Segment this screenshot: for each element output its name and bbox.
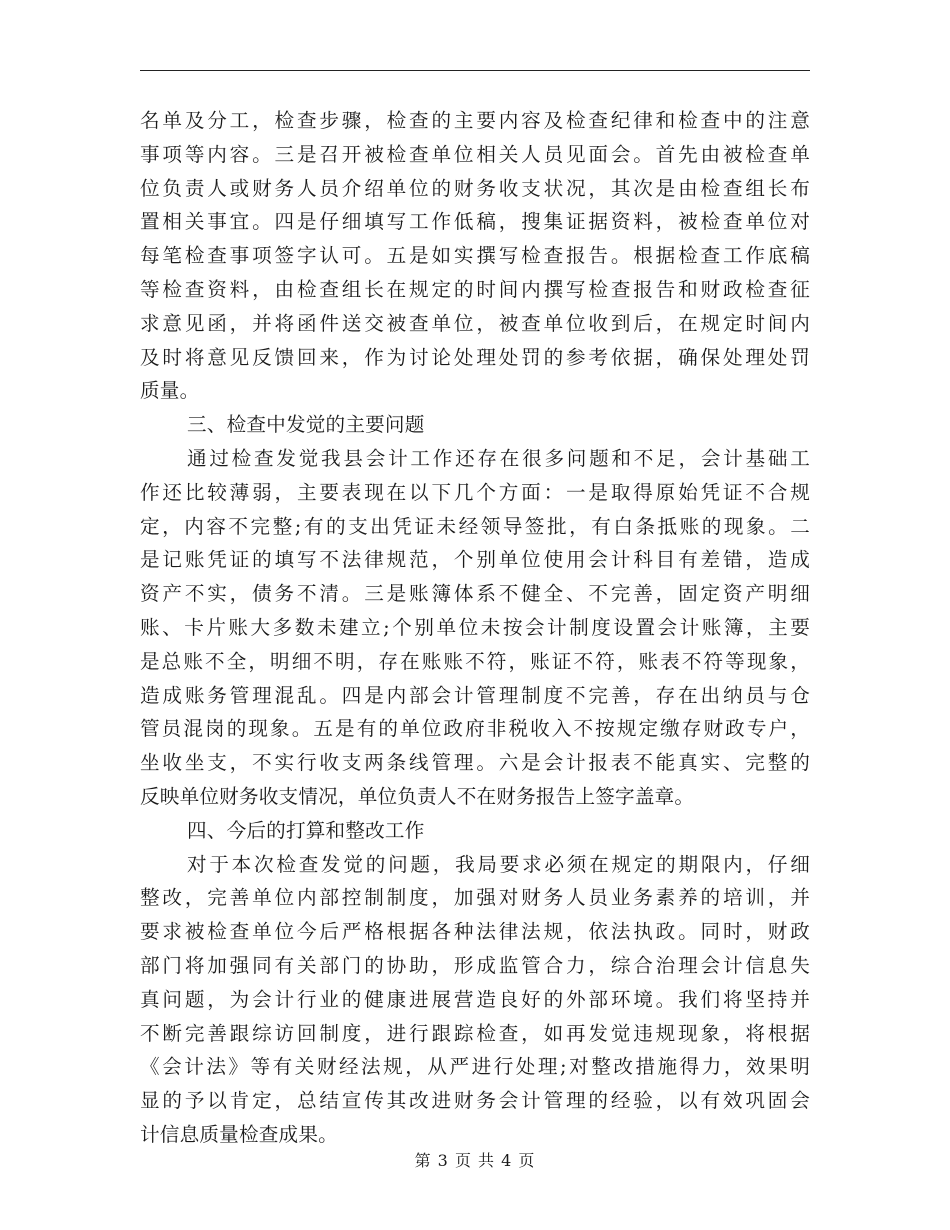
text-line: 等检查资料，由检查组长在规定的时间内撰写检查报告和财政检查征 (140, 277, 810, 301)
page-footer: 第 3 页 共 4 页 (414, 1151, 536, 1170)
text-line: 通过检查发觉我县会计工作还存在很多问题和不足，会计基础工 (187, 446, 810, 470)
text-line: 求意见函，并将函件送交被查单位，被查单位收到后，在规定时间内 (140, 311, 810, 335)
text-line: 要求被检查单位今后严格根据各种法律法规，依法执政。同时，财政 (140, 920, 810, 944)
document-body (140, 104, 810, 1152)
text-line: 作还比较薄弱，主要表现在以下几个方面：一是取得原始凭证不合规 (140, 480, 810, 504)
text-line: 事项等内容。三是召开被检查单位相关人员见面会。首先由被检查单 (140, 142, 810, 166)
text-line: 三、检查中发觉的主要问题 (187, 413, 425, 437)
text-line: 及时将意见反馈回来，作为讨论处理处罚的参考依据，确保处理处罚 (140, 345, 810, 369)
text-line: 对于本次检查发觉的问题，我局要求必须在规定的期限内，仔细 (187, 852, 810, 876)
text-line: 每笔检查事项签字认可。五是如实撰写检查报告。根据检查工作底稿 (140, 244, 810, 268)
text-line: 资产不实，债务不清。三是账簿体系不健全、不完善，固定资产明细 (140, 582, 810, 606)
text-line: 《会计法》等有关财经法规，从严进行处理;对整改措施得力，效果明 (140, 1055, 810, 1079)
text-line: 位负责人或财务人员介绍单位的财务收支状况，其次是由检查组长布 (140, 176, 810, 200)
text-line: 名单及分工，检查步骤，检查的主要内容及检查纪律和检查中的注意 (140, 109, 810, 132)
text-line: 部门将加强同有关部门的协助，形成监管合力，综合治理会计信息失 (140, 953, 810, 977)
header-rule (140, 70, 810, 71)
text-line: 整改，完善单位内部控制制度，加强对财务人员业务素养的培训，并 (140, 886, 810, 910)
text-line: 反映单位财务收支情况，单位负责人不在财务报告上签字盖章。 (140, 784, 695, 808)
text-line: 坐收坐支，不实行收支两条线管理。六是会计报表不能真实、完整的 (140, 751, 810, 775)
text-line: 是总账不全，明细不明，存在账账不符，账证不符，账表不符等现象， (140, 649, 810, 673)
text-line: 四、今后的打算和整改工作 (187, 818, 425, 842)
text-line: 造成账务管理混乱。四是内部会计管理制度不完善，存在出纳员与仓 (140, 683, 810, 707)
text-line: 账、卡片账大多数未建立;个别单位未按会计制度设置会计账簿，主要 (140, 615, 810, 639)
text-line: 定，内容不完整;有的支出凭证未经领导签批，有白条抵账的现象。二 (140, 514, 810, 538)
text-line: 显的予以肯定，总结宣传其改进财务会计管理的经验，以有效巩固会 (140, 1089, 810, 1113)
text-line: 是记账凭证的填写不法律规范，个别单位使用会计科目有差错，造成 (140, 548, 810, 572)
text-line: 管员混岗的现象。五是有的单位政府非税收入不按规定缴存财政专户， (140, 717, 810, 741)
text-line: 计信息质量检查成果。 (140, 1122, 338, 1146)
text-line: 不断完善跟综访回制度，进行跟踪检查，如再发觉违规现象，将根据 (140, 1021, 810, 1045)
text-line: 真问题，为会计行业的健康进展营造良好的外部环境。我们将坚持并 (140, 987, 810, 1011)
text-line: 置相关事宜。四是仔细填写工作低稿，搜集证据资料，被检查单位对 (140, 210, 810, 234)
text-line: 质量。 (140, 379, 200, 403)
